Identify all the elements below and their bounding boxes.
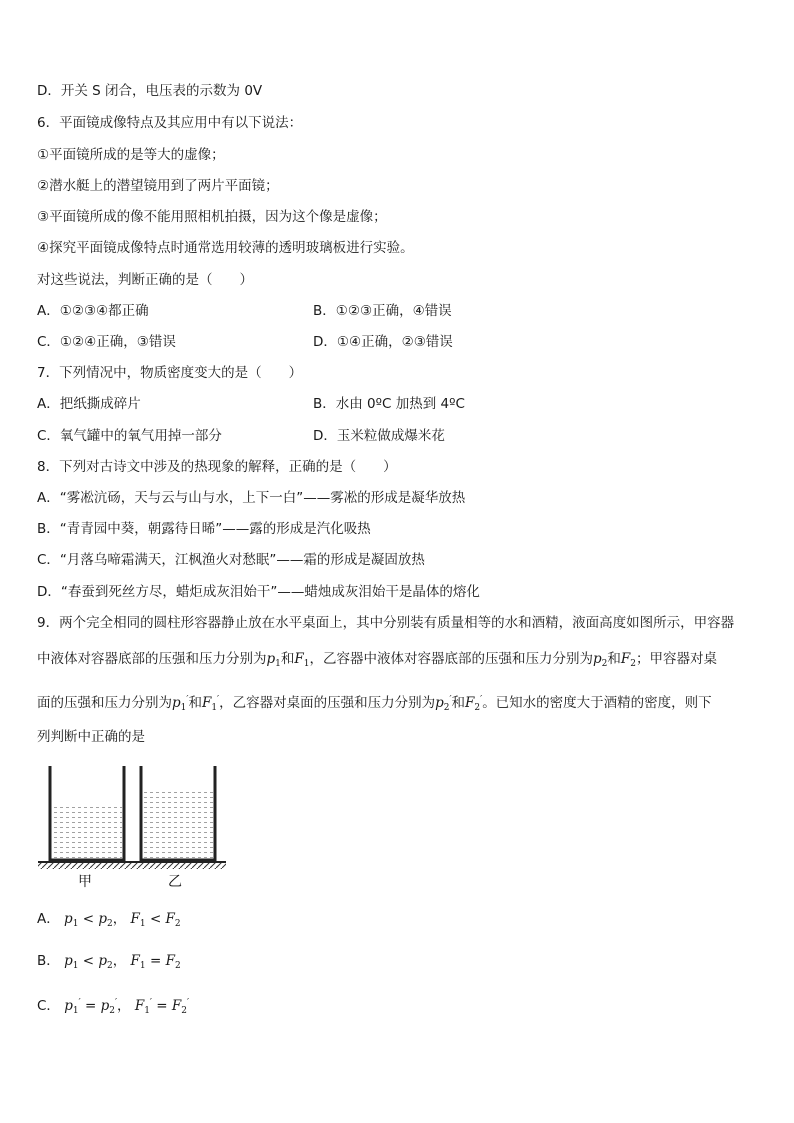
q6-question: 对这些说法，判断正确的是（ ） [37, 272, 253, 288]
math-op: < [82, 953, 95, 969]
math-expr: $p_2'$ [100, 998, 118, 1016]
math-expr: $F_1$ [130, 911, 146, 929]
math-expr: $F_1$ [130, 953, 146, 971]
q9-text-segment: 和 [607, 651, 621, 667]
math-expr: $p_1$ [64, 953, 79, 971]
q7-option-b: B．水由 0ºC 加热到 4ºC [313, 396, 465, 412]
water-liquid [52, 803, 122, 858]
math-expr: $p_1$ [64, 911, 79, 929]
table-hatching [38, 863, 226, 869]
q6-option-c: C．①②④正确，③错误 [37, 334, 176, 350]
q8-stem: 8．下列对古诗文中涉及的热现象的解释，正确的是（ ） [37, 459, 397, 475]
math-expr: $F_2'$ [171, 998, 190, 1016]
q6-option-d: D．①④正确，②③错误 [313, 334, 453, 350]
q6-statement-2: ②潜水艇上的潜望镜用到了两片平面镜； [37, 178, 279, 194]
math-sep: ， [112, 911, 127, 927]
math-p1: $p_1$ [266, 651, 281, 669]
math-p1-prime: $p_1'$ [172, 695, 189, 713]
math-expr: $F_2$ [165, 953, 181, 971]
math-F2: $F_2$ [620, 651, 636, 669]
option-label: B． [37, 953, 60, 969]
q6-stem: 6．平面镜成像特点及其应用中有以下说法： [37, 115, 303, 131]
q9-option-a [37, 909, 181, 934]
q9-text-segment: 和 [280, 651, 295, 667]
math-expr: $F_1'$ [134, 998, 152, 1016]
math-op: = [156, 998, 168, 1014]
math-expr: $p_2$ [98, 911, 113, 929]
option-label: A． [37, 911, 60, 927]
q9-text-segment: 面的压强和压力分别为 [37, 695, 172, 711]
label-jia: 甲 [78, 874, 92, 890]
math-op: < [149, 911, 162, 927]
math-F2-prime: $F_2'$ [465, 695, 483, 713]
q6-option-a: A．①②③④都正确 [37, 303, 149, 319]
q9-text-segment: 中液体对容器底部的压强和压力分别为 [37, 651, 267, 667]
q9-option-b [37, 951, 181, 976]
q8-option-b: B．“青青园中葵，朝露待日晞”——露的形成是汽化吸热 [37, 521, 371, 537]
q9-text-segment: 和 [188, 695, 202, 711]
q9-text-segment: 和 [451, 695, 466, 711]
q7-stem: 7．下列情况中，物质密度变大的是（ ） [37, 365, 303, 381]
math-sep: ， [112, 953, 127, 969]
math-op: = [149, 953, 162, 969]
q7-option-d: D．玉米粒做成爆米花 [313, 428, 445, 444]
math-expr: $p_2$ [98, 953, 113, 971]
option-label: C． [37, 998, 60, 1014]
math-F1: $F_1$ [294, 651, 310, 669]
q9-text-segment: ；甲容器对桌 [636, 651, 717, 667]
q9-stem-line-1: 9．两个完全相同的圆柱形容器静止放在水平桌面上，其中分别装有质量相等的水和酒精，液面高度如图所示，甲容器 [37, 615, 735, 631]
containers-diagram [36, 760, 228, 892]
q9-stem-line-2 [37, 649, 717, 674]
q9-text-segment: 。已知水的密度大于酒精的密度，则下 [482, 695, 712, 711]
q9-text-segment: ，乙容器中液体对容器底部的压强和压力分别为 [309, 651, 593, 667]
math-F1-prime: $F_1'$ [201, 695, 220, 713]
math-p2-prime: $p_2'$ [435, 695, 452, 713]
math-p2: $p_2$ [593, 651, 608, 669]
alcohol-liquid [143, 792, 213, 858]
q6-option-b: B．①②③正确，④错误 [313, 303, 452, 319]
q8-option-d: D．“春蚕到死丝方尽，蜡炬成灰泪始干”——蜡烛成灰泪始干是晶体的熔化 [37, 584, 480, 600]
q7-option-c: C．氧气罐中的氧气用掉一部分 [37, 428, 222, 444]
q6-statement-3: ③平面镜所成的像不能用照相机拍摄，因为这个像是虚像； [37, 209, 387, 225]
q9-stem-line-4: 列判断中正确的是 [37, 729, 145, 745]
math-op: < [82, 911, 95, 927]
math-expr: $F_2$ [165, 911, 181, 929]
math-sep: ， [117, 998, 131, 1014]
q8-option-a: A．“雾凇沆砀，天与云与山与水，上下一白”——雾凇的形成是凝华放热 [37, 490, 466, 506]
q6-statement-4: ④探究平面镜成像特点时通常选用较薄的透明玻璃板进行实验。 [37, 240, 414, 256]
q9-stem-line-3 [37, 690, 712, 718]
two-containers-figure [36, 760, 228, 892]
math-expr: $p_1'$ [64, 998, 81, 1016]
q6-statement-1: ①平面镜所成的是等大的虚像； [37, 147, 225, 163]
q7-option-a: A．把纸撕成碎片 [37, 396, 141, 412]
q8-option-c: C．“月落乌啼霜满天，江枫渔火对愁眠”——霜的形成是凝固放热 [37, 552, 425, 568]
q5-option-d: D．开关 S 闭合，电压表的示数为 0V [37, 83, 263, 99]
q9-option-c [37, 993, 189, 1021]
q9-text-segment: ，乙容器对桌面的压强和压力分别为 [219, 695, 436, 711]
math-op: = [84, 998, 97, 1014]
label-yi: 乙 [168, 874, 182, 890]
